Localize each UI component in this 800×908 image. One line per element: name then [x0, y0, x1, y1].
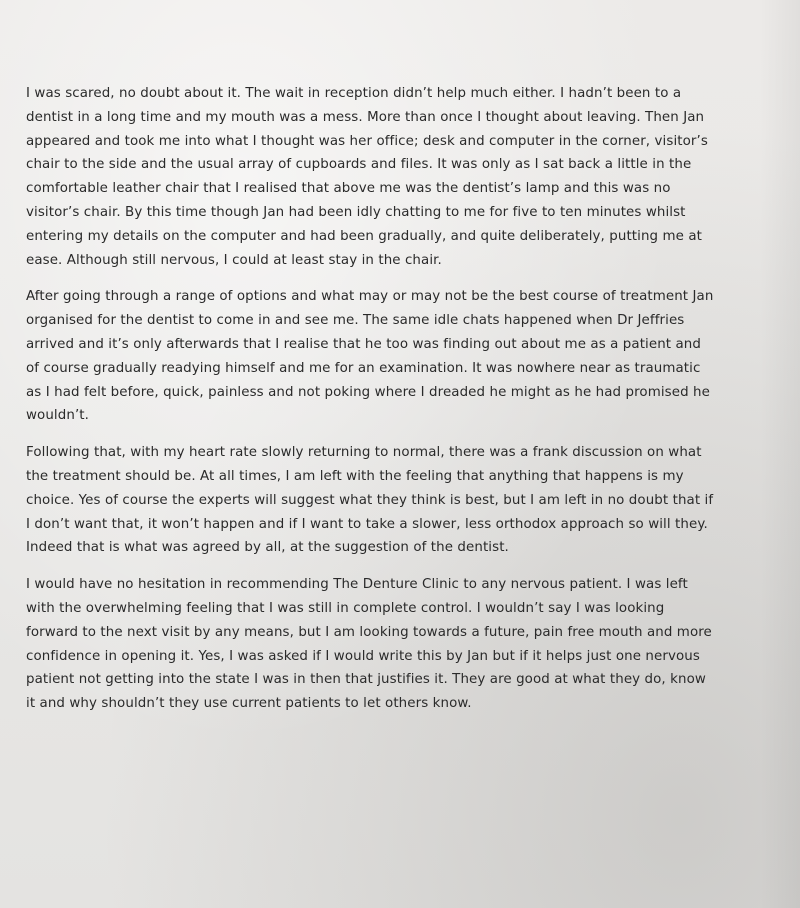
testimonial-letter: [26, 82, 731, 729]
paragraph-4: I would have no hesitation in recommending The Denture Clinic to any nervous patient. I was left with the overwhelming feeling that I was still in complete control. I wouldn’t say I was looking forward to the next visit by any means, but I am looking towards a future, pain free mouth and more confidence in opening it. Yes, I was asked if I would write this by Jan but if it helps just one nervous patient not getting into the state I was in then that justifies it. They are good at what they do, know it and why shouldn’t they use current patients to let others know.: [26, 577, 712, 712]
paragraph-1: I was scared, no doubt about it. The wait in reception didn’t help much either. I hadn’t been to a dentist in a long time and my mouth was a mess. More than once I thought about leaving. Then Jan appeared and took me into what I thought was her office; desk and computer in the corner, visitor’s chair to the side and the usual array of cupboards and files. It was only as I sat back a little in the comfortable leather chair that I realised that above me was the dentist’s lamp and this was no visitor’s chair. By this time though Jan had been idly chatting to me for five to ten minutes whilst entering my details on the computer and had been gradually, and quite deliberately, putting me at ease. Although still nervous, I could at least stay in the chair.: [26, 86, 708, 268]
paragraph-3: Following that, with my heart rate slowly returning to normal, there was a frank discussion on what the treatment should be. At all times, I am left with the feeling that anything that happens is my choice. Yes of course the experts will suggest what they think is best, but I am left in no doubt that if I don’t want that, it won’t happen and if I want to take a slower, less orthodox approach so will they. Indeed that is what was agreed by all, at the suggestion of the dentist.: [26, 445, 714, 556]
paragraph-2: After going through a range of options and what may or may not be the best course of treatment Jan organised for the dentist to come in and see me. The same idle chats happened when Dr Jeffries arrived and it’s only afterwards that I realise that he too was finding out about me as a patient and of course gradually readying himself and me for an examination. It was nowhere near as traumatic as I had felt before, quick, painless and not poking where I dreaded he might as he had promised he wouldn’t.: [26, 289, 714, 424]
